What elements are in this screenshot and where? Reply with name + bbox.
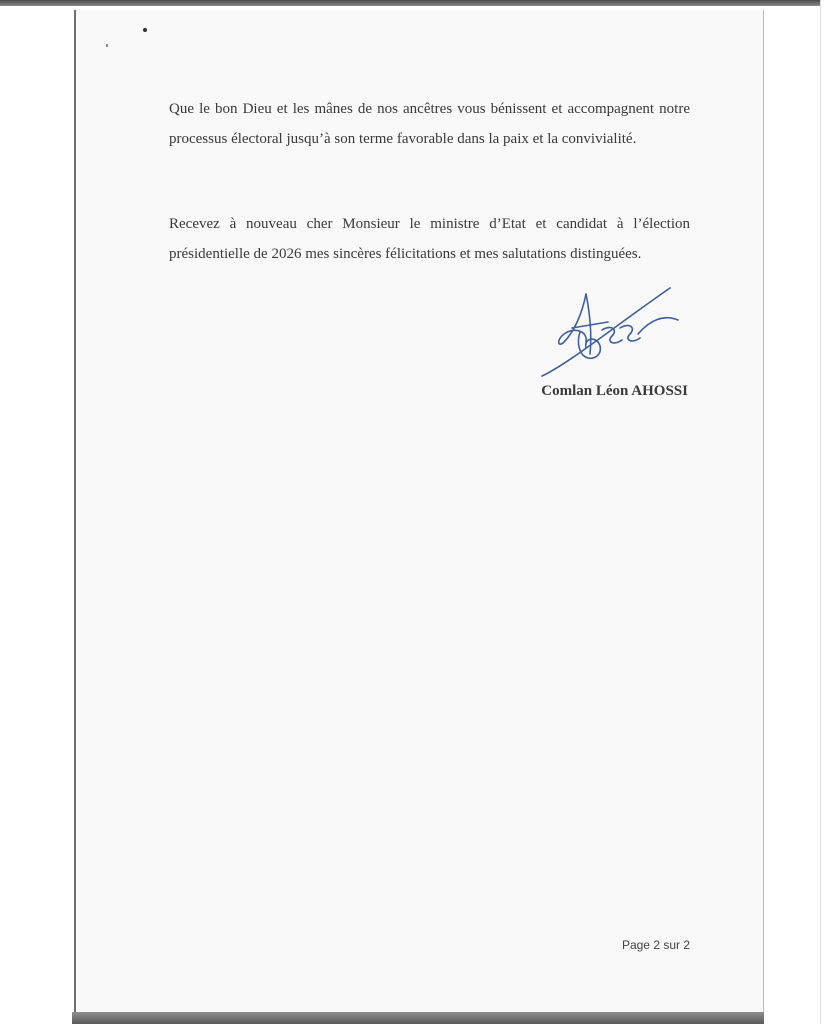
- closing-paragraph-greetings: Recevez à nouveau cher Monsieur le ministre d’Etat et candidat à l’élection présidentielle de 2026 mes sincères félicitations et mes salutations distinguées.: [169, 216, 690, 262]
- page-number: Page 2 sur 2: [621, 938, 690, 952]
- photo-top-edge: [0, 0, 837, 6]
- document-page: [74, 10, 764, 1014]
- signature-icon: [528, 284, 688, 384]
- photo-right-margin: [820, 0, 837, 1024]
- paper-speck: [106, 44, 108, 47]
- photo-bottom-edge: [72, 1012, 764, 1024]
- signer-name: Comlan Léon AHOSSI: [541, 383, 688, 399]
- closing-paragraph-blessing: Que le bon Dieu et les mânes de nos ancêtres vous bénissent et accompagnent notre processus électoral jusqu’à son terme favorable dans la paix et la convivialité.: [169, 101, 690, 147]
- ink-dot: [143, 28, 147, 32]
